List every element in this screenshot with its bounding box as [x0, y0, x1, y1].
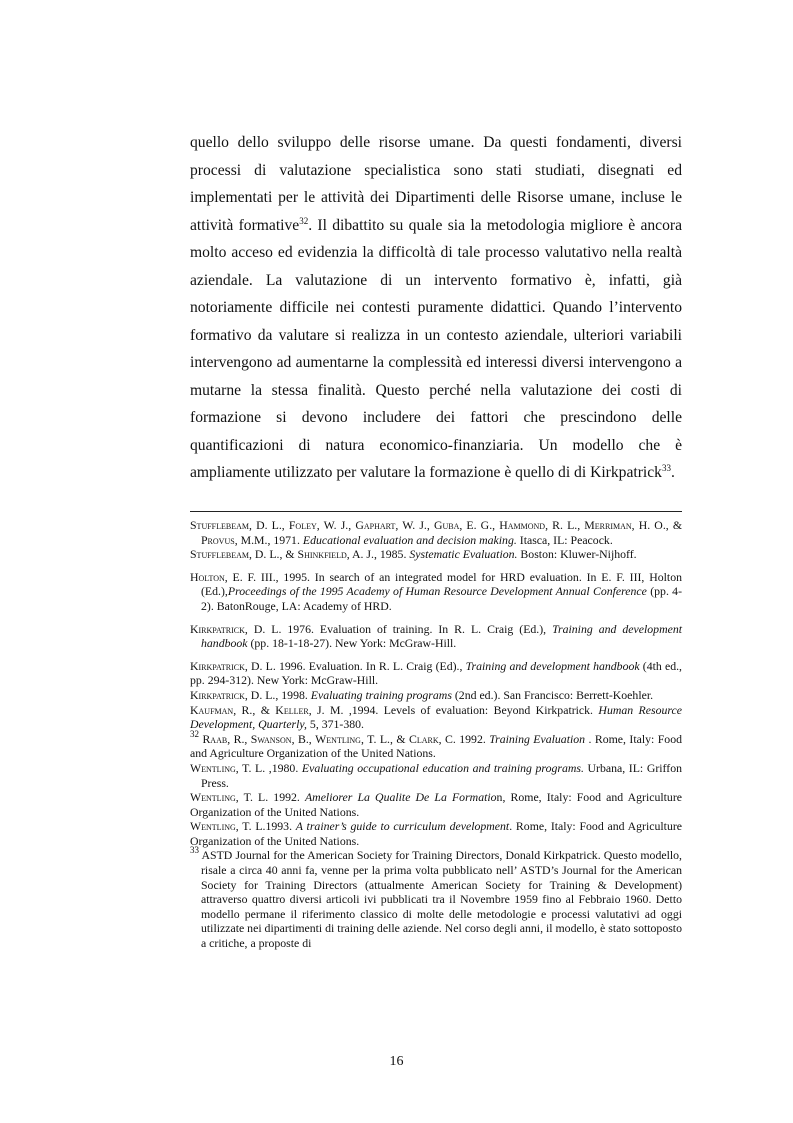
footnotes	[190, 518, 682, 951]
footnote-entry: Stufflebeam, D. L., Foley, W. J., Gaphart, W. J., Guba, E. G., Hammond, R. L., Merriman, H. O., & Provus, M.M., 1971. Educational evaluation and decision making. Itasca, IL: Peacock.	[190, 518, 683, 547]
footnote-entry: Wentling, T. L.1993. A trainer’s guide to curriculum development. Rome, Italy: Food and Agriculture Organization of the United Nations.	[190, 819, 683, 848]
body-line: aziendale. La valutazione di un intervento formativo è, infatti, già	[190, 271, 682, 289]
footnote-ref: 32	[299, 215, 309, 226]
footnote-separator	[190, 511, 682, 512]
footnote-entry: Kirkpatrick, D. L., 1998. Evaluating training programs (2nd ed.). San Francisco: Berrett-Koehler.	[190, 687, 654, 702]
body-line: mutarne la stessa finalità. Questo perché nella valutazione dei costi di	[190, 381, 682, 399]
body-line: quantificazioni di natura economico-finanziaria. Un modello che è	[190, 436, 682, 454]
footnote-entry: Kirkpatrick, D. L. 1996. Evaluation. In R. L. Craig (Ed)., Training and development handbook (4th ed., pp. 294-312). New York: McGraw-Hill.	[190, 658, 682, 688]
footnote-entry: $^{33}$ ASTD Journal for the American Society for Training Directors, Donald Kirkpatrick. Questo modello, risale a circa 40 anni fa, venne per la prima volta pubblicato nell’ ASTD’s Journal for the American Society for Training Directors (attualmente American Society for Training & Development) attraverso quattro diversi articoli ivi pubblicati tra il Novembre 1959 fino al Febbraio 1960. Detto modello permane il riferimento classico di molte delle metodologie e processi valutativi ad oggi utilizzate nei dipartimenti di training delle aziende. Nel corso degli anni, il modello, è stato sottoposto a critiche, a proposte di	[190, 845, 682, 951]
footnote-entry: $^{32}$ Raab, R., Swanson, B., Wentling, T. L., & Clark, C. 1992. Training Evaluation . Rome, Italy: Food and Agriculture Organization of the United Nations.	[190, 728, 682, 761]
body-line: formativo da valutare si realizza in un contesto aziendale, ulteriori variabili	[190, 326, 682, 344]
body-line: quello dello sviluppo delle risorse umane. Da questi fondamenti, diversi	[190, 134, 682, 151]
footnote-entry: Holton, E. F. III., 1995. In search of an integrated model for HRD evaluation. In E. F. III, Holton (Ed.),Proceedings of the 1995 Academy of Human Resource Development Annual Conference (pp. 4-2). BatonRouge, LA: Academy of HRD.	[190, 569, 683, 613]
body-line: implementati per le attività dei Dipartimenti delle Risorse umane, incluse le	[190, 189, 682, 206]
footnote-entry: Kaufman, R., & Keller, J. M. ,1994. Levels of evaluation: Beyond Kirkpatrick. Human Resource Development, Quarterly, 5, 371-380.	[190, 702, 683, 732]
footnote-entry: Wentling, T. L. 1992. Ameliorer La Qualite De La Formation, Rome, Italy: Food and Agriculture Organization of the United Nations.	[190, 790, 682, 819]
body-line: notoriamente difficile nei contesti puramente didattici. Quando l’intervento	[190, 299, 682, 316]
body-text	[190, 129, 682, 487]
body-line: molto acceso ed evidenzia la difficoltà di tale processo valutativo nella realtà	[190, 244, 682, 261]
body-line: processi di valutazione specialistica sono stati studiati, disegnati ed	[190, 161, 682, 179]
body-line: ampliamente utilizzato per valutare la formazione è quello di di Kirkpatrick$^{33}$.	[190, 463, 675, 481]
footnote-entry: Wentling, T. L. ,1980. Evaluating occupational education and training programs. Urbana, IL: Griffon Press.	[190, 760, 682, 790]
footnote-entry: Stufflebeam, D. L., & Shinkfield, A. J., 1985. Systematic Evaluation. Boston: Kluwer-Nijhoff.	[190, 547, 637, 562]
body-line: intervengono ad aumentarne la complessità ed interessi diversi intervengono a	[190, 354, 682, 371]
footnote-entry: Kirkpatrick, D. L. 1976. Evaluation of training. In R. L. Craig (Ed.), Training and development handbook (pp. 18-1-18-27). New York: McGraw-Hill.	[190, 621, 683, 651]
page-number: 16	[389, 1054, 404, 1069]
body-line: attività formative$^{32}$. Il dibattito su quale sia la metodologia migliore è ancora	[190, 215, 682, 234]
body-line: formazione si devono includere dei fattori che prescindono delle	[190, 409, 682, 426]
footnote-ref: 33	[661, 463, 671, 473]
